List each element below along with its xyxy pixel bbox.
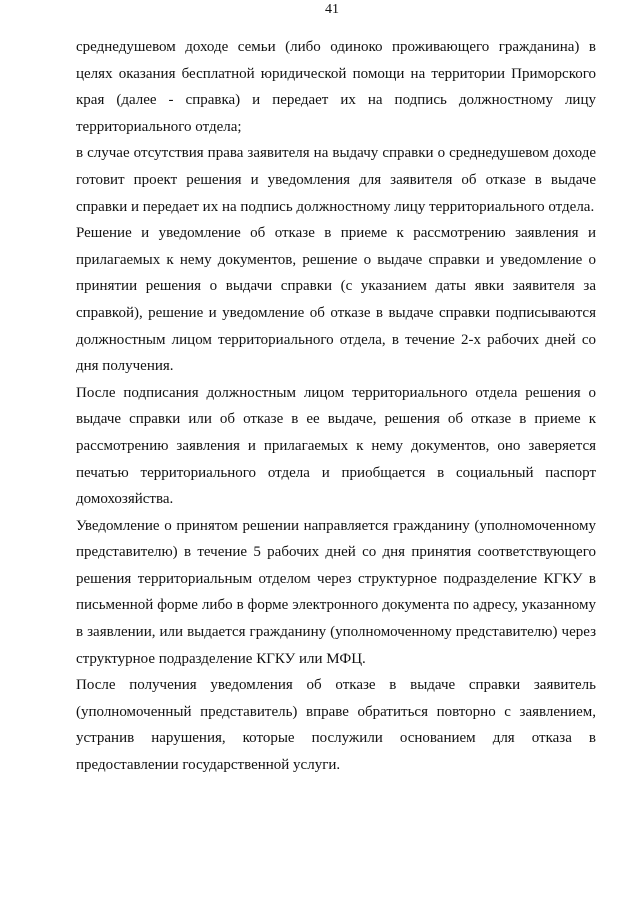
paragraph-after-signing: После подписания должностным лицом территориального отдела решения о выдаче справки или об отказе в ее выдаче, решения об отказе в приеме к рассмотрению заявления и прилагаемых к нему документов, оно заверяется печатью территориального отдела и приобщается в социальный паспорт домохозяйства. — [76, 384, 596, 508]
paragraph-income-certificate-continuation: среднедушевом доходе семьи (либо одиноко проживающего гражданина) в целях оказания бесплатной юридической помощи на территории Приморского края (далее - справка) и передает их на подпись должностному лицу территориального отдела; — [76, 39, 596, 135]
paragraph-refusal-draft: в случае отсутствия права заявителя на выдачу справки о среднедушевом доходе готовит проект решения и уведомления для заявителя об отказе в выдаче справки и передает их на подпись должностному лицу территориального отдела. — [76, 145, 596, 215]
document-body — [76, 34, 596, 779]
page-number: 41 — [325, 2, 339, 17]
paragraph-repeat-application: После получения уведомления об отказе в выдаче справки заявитель (уполномоченный представитель) вправе обратиться повторно с заявлением, устранив нарушения, которые послужили основанием для отказа в предоставлении государственной услуги. — [76, 677, 596, 774]
paragraph-notification: Уведомление о принятом решении направляется гражданину (уполномоченному представителю) в течение 5 рабочих дней со дня принятия соответствующего решения территориальным отделом через структурное подразделение КГКУ в письменной форме либо в форме электронного документа по адресу, указанному в заявлении, или выдается гражданину (уполномоченному представителю) через структурное подразделение КГКУ или МФЦ. — [76, 517, 596, 667]
paragraph-signing-decisions: Решение и уведомление об отказе в приеме к рассмотрению заявления и прилагаемых к нему документов, решение о выдаче справки и уведомление о принятии решения о выдачи справки (с указанием даты явки заявителя за справкой), решение и уведомление об отказе в выдаче справки подписываются должностным лицом территориального отдела, в течение 2-х рабочих дней со дня получения. — [76, 225, 596, 375]
